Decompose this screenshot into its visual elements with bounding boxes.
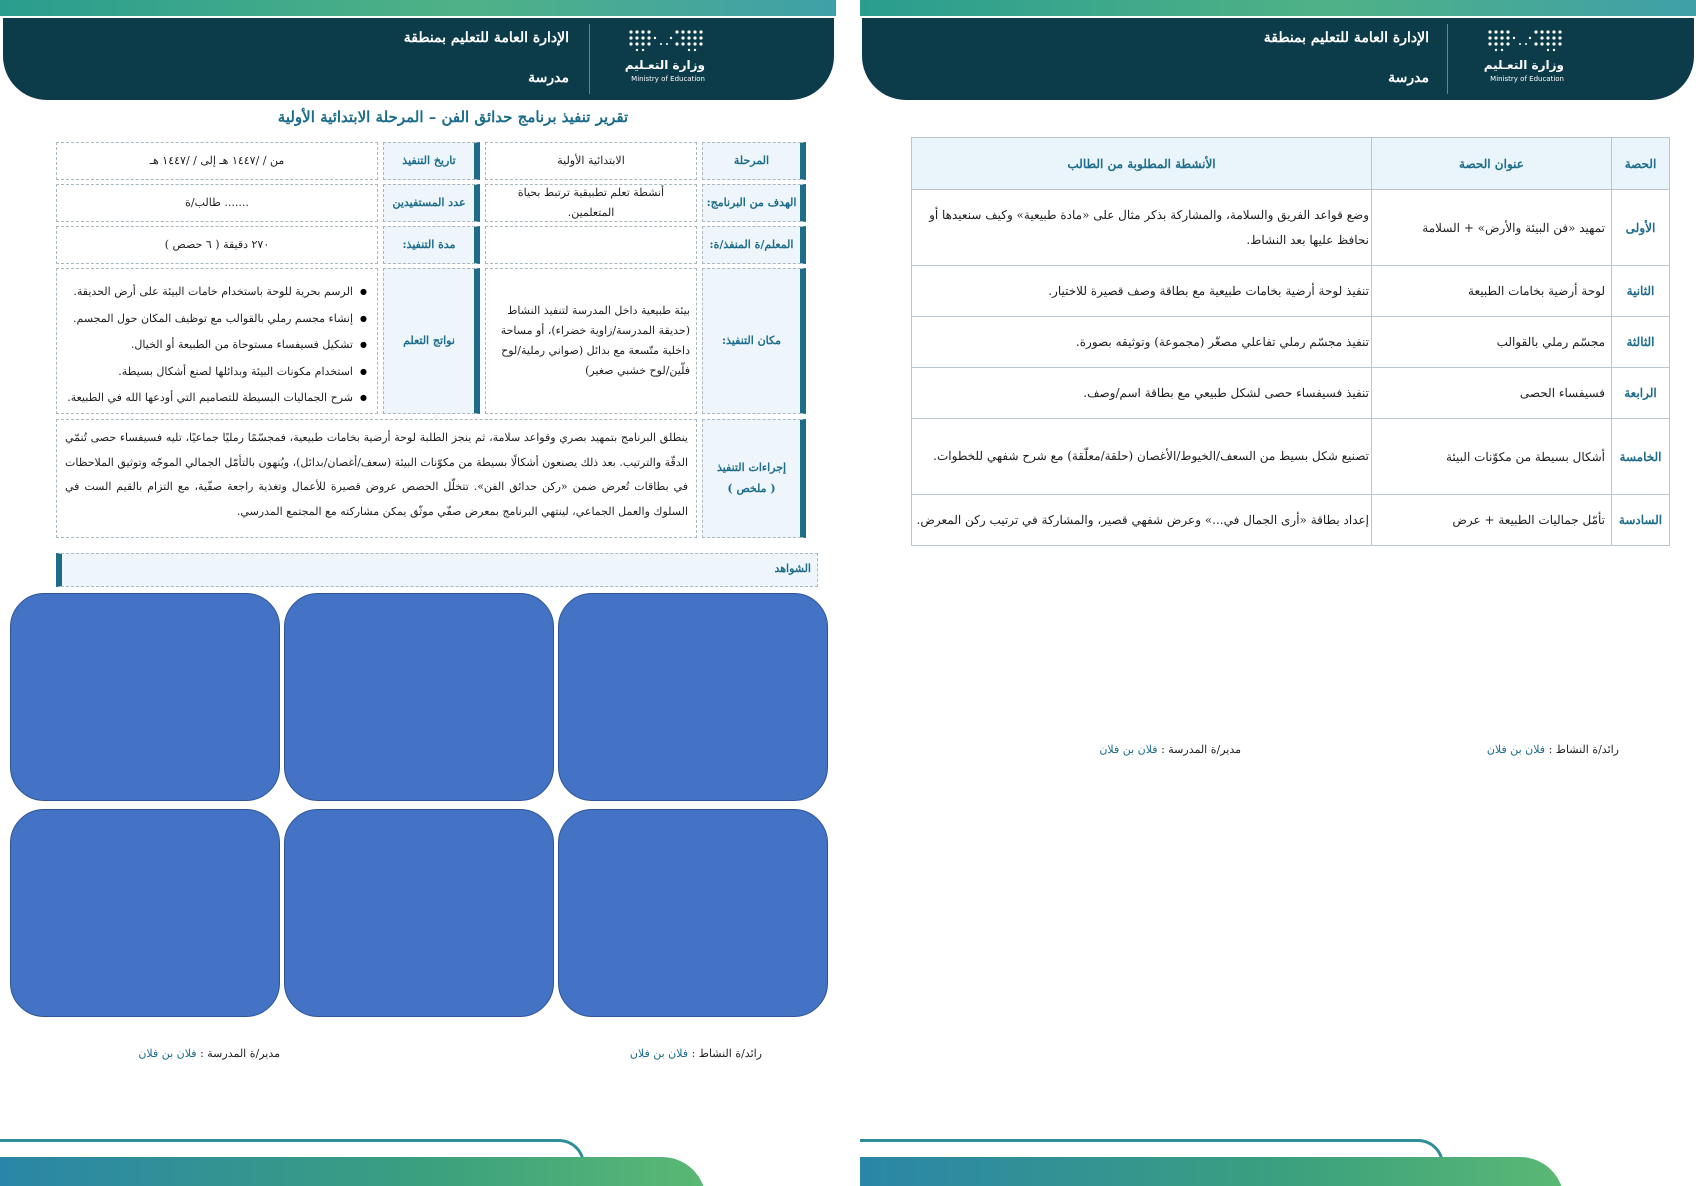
procedures-text: ينطلق البرنامج بتمهيد بصري وقواعد سلامة، ثم ينجز الطلبة لوحة أرضية بخامات طبيعية، فمجسّمًا رمليًا جماعيًا، تليه فسيفساء حصى تُنمّي الدقّة والترتيب. بعد ذلك يصنعون أشكالًا بسيطة من مكوّنات البيئة (سعف/أغصان/بدائل)، ويُنهون بالتأمّل الجمالي الموجّه وتوثيق الملاحظات في بطاقات تُعرض ضمن «ركن حدائق الفن». تتخلّل الحصص عروض قصيرة للأعمال وتغذية راجعة صفّية، مع التزام بالقيم الست في السلوك والعمل الجماعي، لينتهي البرنامج بمعرض صفّي موثّق يمكن مشاركته مع المجتمع المدرسي.: [65, 431, 688, 518]
beneficiaries-value: ....... طالب/ة: [56, 184, 378, 222]
evidence-photo-placeholder: [558, 809, 828, 1017]
outcome-item: ● الرسم بحرية للوحة باستخدام خامات البيئة على أرض الحديقة.: [63, 279, 367, 306]
footer-band: [860, 1157, 1564, 1186]
column-header-activities: الأنشطة المطلوبة من الطالب: [912, 138, 1372, 190]
directorate-title: الإدارة العامة للتعليم بمنطقة: [403, 30, 569, 46]
principal-label: مدير/ة المدرسة :: [1161, 743, 1241, 756]
table-header-row: [912, 138, 1670, 190]
session-number: الأولى: [1612, 190, 1670, 266]
duration-label: مدة التنفيذ:: [383, 226, 480, 264]
outcome-item: ● تشكيل فسيفساء مستوحاة من الطبيعة أو الخيال.: [63, 332, 367, 359]
activity-leader-label: رائد/ة النشاط :: [691, 1047, 762, 1060]
header-divider: [589, 24, 590, 94]
place-value: بيئة طبيعية داخل المدرسة لتنفيذ النشاط (حديقة المدرسة/زاوية خضراء)، أو مساحة داخلية متّسعة مع بدائل (صواني رملية/لوح فلّين/لوح خشبي صغير): [485, 268, 697, 414]
table-row: [912, 317, 1670, 368]
school-label: مدرسة: [528, 70, 569, 86]
session-title: تمهيد «فن البيئة والأرض» + السلامة: [1372, 190, 1612, 266]
ministry-name-ar: وزارة التعـليم: [624, 58, 705, 72]
page-header: [3, 18, 834, 100]
date-label: تاريخ التنفيذ: [383, 142, 480, 180]
header-accent-line: [0, 0, 836, 16]
ministry-logo: [625, 28, 707, 88]
evidence-photo-placeholder: [10, 593, 280, 801]
column-header-title: عنوان الحصة: [1372, 138, 1612, 190]
outcome-item: ● استخدام مكونات البيئة وبدائلها لصنع أشكال بسيطة.: [63, 359, 367, 386]
directorate-title: الإدارة العامة للتعليم بمنطقة: [1263, 30, 1429, 46]
header-accent-line: [860, 0, 1696, 16]
session-title: فسيفساء الحصى: [1372, 368, 1612, 419]
ministry-logo-dots-icon: [1486, 28, 1562, 52]
ministry-name-ar: وزارة التعـليم: [1483, 58, 1564, 72]
ministry-name-en: Ministry of Education: [631, 75, 705, 83]
evidence-photo-placeholder: [10, 809, 280, 1017]
principal-signature: [1099, 743, 1241, 756]
footer-band: [0, 1157, 706, 1186]
goal-label: الهدف من البرنامج:: [702, 184, 806, 222]
table-row: [912, 419, 1670, 495]
goal-value: أنشطة تعلم تطبيقية ترتبط بحياة المتعلمين.: [485, 184, 697, 222]
page-header: [862, 18, 1694, 100]
procedures-label-line1: إجراءات التنفيذ: [716, 460, 787, 474]
session-number: السادسة: [1612, 495, 1670, 546]
stage-label: المرحلة: [702, 142, 806, 180]
outcome-item: ● شرح الجماليات البسيطة للتصاميم التي أودعها الله في الطبيعة.: [63, 385, 367, 412]
column-header-session: الحصة: [1612, 138, 1670, 190]
outcome-item: ● إنشاء مجسم رملي بالقوالب مع توظيف المكان حول المجسم.: [63, 306, 367, 333]
session-activities: تنفيذ فسيفساء حصى لشكل طبيعي مع بطاقة اسم/وصف.: [912, 368, 1372, 419]
session-activities: وضع قواعد الفريق والسلامة، والمشاركة بذكر مثال على «مادة طبيعية» وكيف سنعيدها أو نحافظ عليها بعد النشاط.: [912, 190, 1372, 266]
outcomes-label: نواتج التعلم: [383, 268, 480, 414]
session-number: الثانية: [1612, 266, 1670, 317]
procedures-label-line2: ( ملخص ): [727, 481, 776, 495]
principal-label: مدير/ة المدرسة :: [200, 1047, 280, 1060]
date-value: من / /١٤٤٧ هـ إلى / /١٤٤٧ هـ: [56, 142, 378, 180]
activity-leader-label: رائد/ة النشاط :: [1548, 743, 1619, 756]
schedule-table: [911, 137, 1670, 546]
activity-leader-signature: [630, 1047, 762, 1060]
session-activities: تنفيذ لوحة أرضية بخامات طبيعية مع بطاقة وصف قصيرة للاختيار.: [912, 266, 1372, 317]
session-activities: تنفيذ مجسّم رملي تفاعلي مصغّر (مجموعة) وتوثيقه بصورة.: [912, 317, 1372, 368]
activity-leader-signature: [1487, 743, 1619, 756]
evidence-photo-placeholder: [284, 809, 554, 1017]
beneficiaries-label: عدد المستفيدين: [383, 184, 480, 222]
principal-name: فلان بن فلان: [1099, 743, 1158, 756]
procedures-label: [702, 419, 806, 538]
session-title: تأمّل جماليات الطبيعة + عرض: [1372, 495, 1612, 546]
schedule-page: [860, 0, 1696, 1186]
session-activities: تصنيع شكل بسيط من السعف/الخيوط/الأغصان (حلقة/معلّقة) مع شرح شفهي للخطوات.: [912, 419, 1372, 495]
teacher-label: المعلم/ة المنفذ/ة:: [702, 226, 806, 264]
evidence-photo-placeholder: [284, 593, 554, 801]
procedures-cell: [56, 419, 697, 538]
table-row: [912, 495, 1670, 546]
outcomes-cell: [56, 268, 378, 414]
session-number: الرابعة: [1612, 368, 1670, 419]
report-page: [0, 0, 836, 1186]
evidence-label: الشواهد: [774, 562, 811, 575]
table-row: [912, 266, 1670, 317]
session-title: أشكال بسيطة من مكوّنات البيئة: [1372, 419, 1612, 495]
teacher-value: [485, 226, 697, 264]
principal-name: فلان بن فلان: [138, 1047, 197, 1060]
activity-leader-name: فلان بن فلان: [629, 1047, 689, 1060]
ministry-logo-dots-icon: [627, 28, 703, 52]
header-divider: [1447, 24, 1448, 94]
school-label: مدرسة: [1388, 70, 1429, 86]
session-title: مجسّم رملي بالقوالب: [1372, 317, 1612, 368]
ministry-name-en: Ministry of Education: [1490, 75, 1564, 83]
evidence-photo-placeholder: [558, 593, 828, 801]
table-row: [912, 368, 1670, 419]
report-title: تقرير تنفيذ برنامج حدائق الفن – المرحلة الابتدائية الأولية: [277, 108, 629, 126]
ministry-logo: [1484, 28, 1566, 88]
session-number: الثالثة: [1612, 317, 1670, 368]
activity-leader-name: فلان بن فلان: [1486, 743, 1546, 756]
place-label: مكان التنفيذ:: [702, 268, 806, 414]
table-row: [912, 190, 1670, 266]
principal-signature: [138, 1047, 280, 1060]
session-activities: إعداد بطاقة «أرى الجمال في...» وعرض شفهي قصير، والمشاركة في ترتيب ركن المعرض.: [912, 495, 1372, 546]
duration-value: ٢٧٠ دقيقة ( ٦ حصص ): [56, 226, 378, 264]
evidence-bar: [56, 553, 818, 587]
session-number: الخامسة: [1612, 419, 1670, 495]
stage-value: الابتدائية الأولية: [485, 142, 697, 180]
session-title: لوحة أرضية بخامات الطبيعة: [1372, 266, 1612, 317]
outcomes-list: [57, 269, 377, 412]
